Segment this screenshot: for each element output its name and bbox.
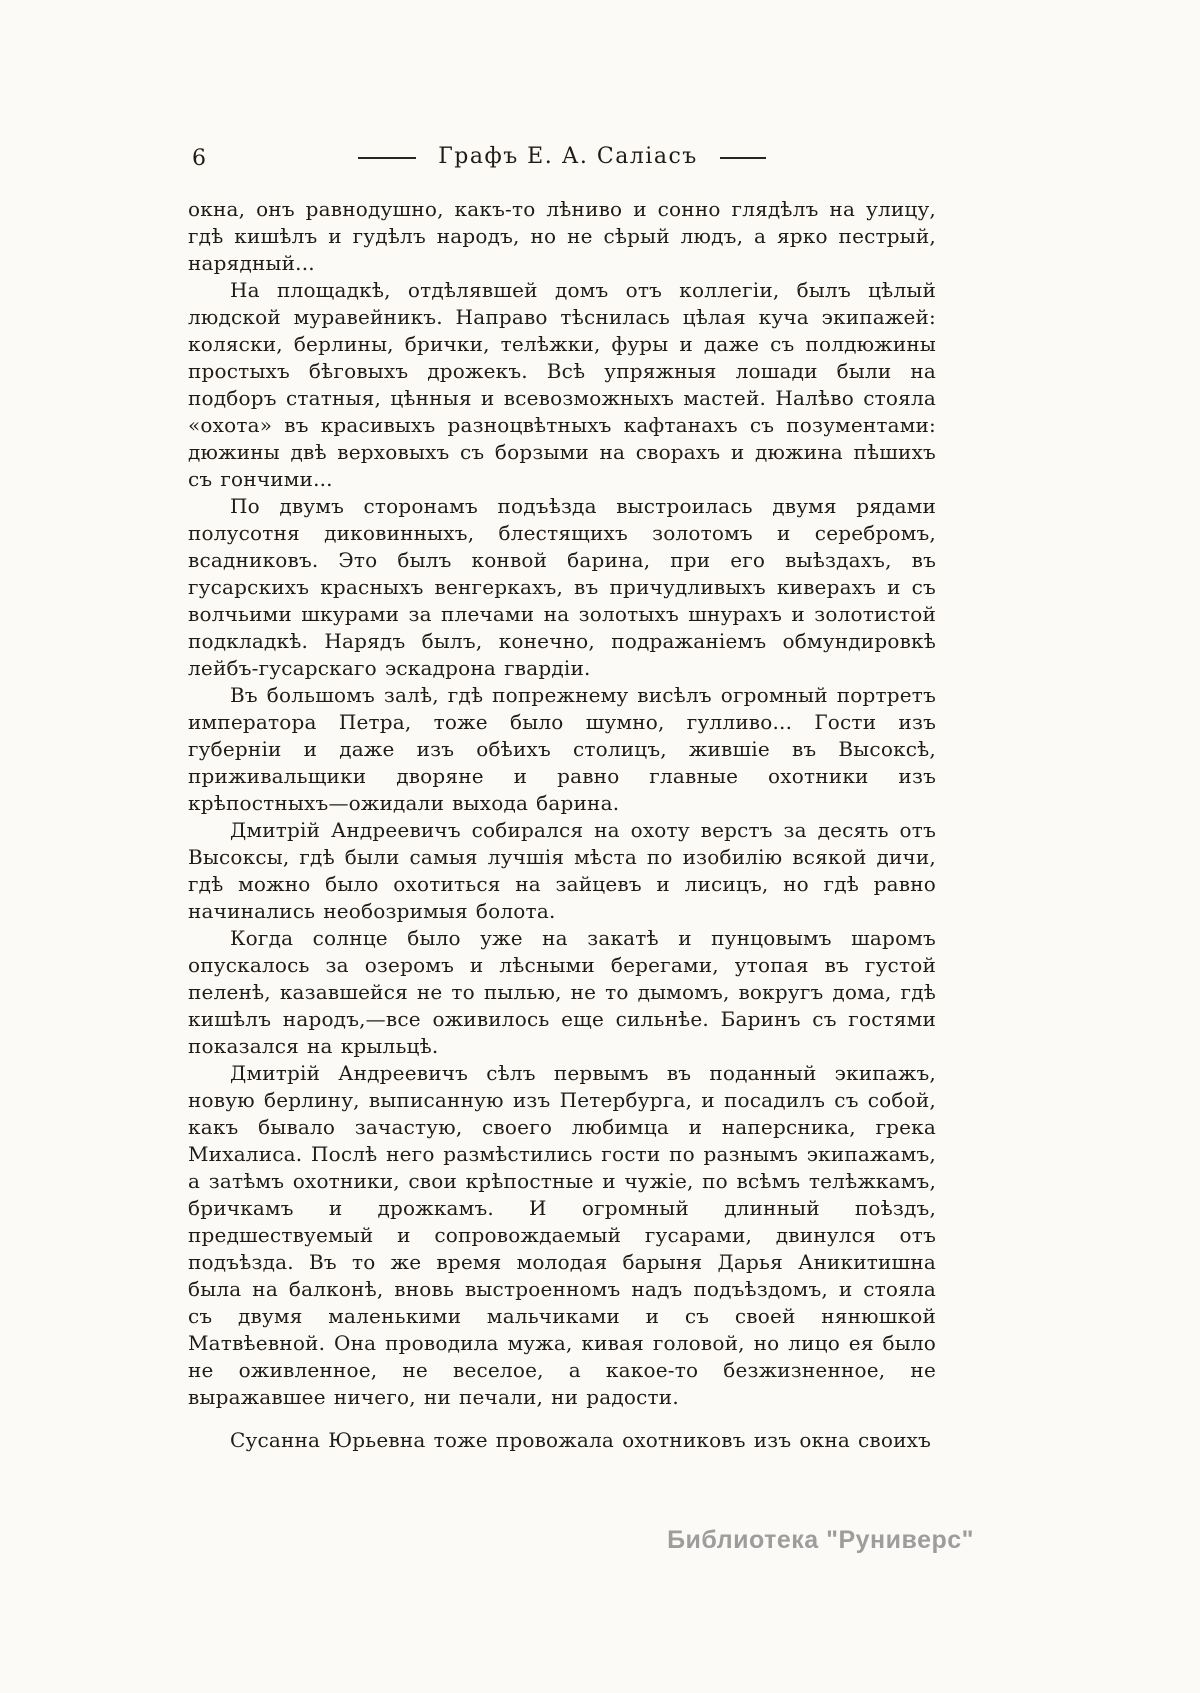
paragraph: Сусанна Юрьевна тоже провожала охотниковъ изъ окна своихъ (230, 1428, 932, 1452)
page-number: 6 (192, 146, 207, 171)
paragraph: Дмитрій Андреевичъ собирался на охоту верстъ за десять отъ Высоксы, гдѣ были самыя лучшія мѣста по изобилію всякой дичи, гдѣ можно было охотиться на зайцевъ и лисицъ, но гдѣ равно начинались необозримыя болота. (188, 818, 936, 923)
library-watermark: Библиотека "Руниверс" (667, 1526, 974, 1554)
header-rule-right (720, 157, 766, 159)
paragraph: По двумъ сторонамъ подъѣзда выстроилась двумя рядами полусотня диковинныхъ, блестящихъ золотомъ и серебромъ, всадниковъ. Это былъ конвой барина, при его выѣздахъ, въ гусарскихъ красныхъ венгеркахъ, въ причудливыхъ киверахъ и съ волчьими шкурами за плечами на золотыхъ шнурахъ и золотистой подкладкѣ. Нарядъ былъ, конечно, подражаніемъ обмундировкѣ лейбъ-гусарскаго эскадрона гвардіи. (188, 494, 936, 680)
paragraph-continuation: окна, онъ равнодушно, какъ-то лѣниво и сонно глядѣлъ на улицу, гдѣ кишѣлъ и гудѣлъ народъ, но не сѣрый людъ, а ярко пестрый, нарядный... (188, 197, 936, 275)
paragraph: Въ большомъ залѣ, гдѣ попрежнему висѣлъ огромный портретъ императора Петра, тоже было шумно, гулливо... Гости изъ губерніи и даже изъ обѣихъ столицъ, жившіе въ Высоксѣ, приживальщики дворяне и равно главные охотники изъ крѣпостныхъ—ожидали выхода барина. (188, 683, 936, 815)
paragraph: На площадкѣ, отдѣлявшей домъ отъ коллегіи, былъ цѣлый людской муравейникъ. Направо тѣснилась цѣлая куча экипажей: коляски, берлины, брички, телѣжки, фуры и даже съ полдюжины простыхъ бѣговыхъ дрожекъ. Всѣ упряжныя лошади были на подборъ статныя, цѣнныя и всевозможныхъ мастей. Налѣво стояла «охота» въ красивыхъ разноцвѣтныхъ кафтанахъ съ позументами: дюжины двѣ верховыхъ съ борзыми на сворахъ и дюжина пѣшихъ съ гончими... (188, 278, 936, 491)
running-title: Графъ Е. А. Саліасъ (438, 144, 698, 169)
page-text-block (188, 196, 936, 1454)
paragraph: Дмитрій Андреевичъ сѣлъ первымъ въ поданный экипажъ, новую берлину, выписанную изъ Петербурга, и посадилъ съ собой, какъ бывало зачастую, своего любимца и наперсника, грека Михалиса. Послѣ него размѣстились гости по разнымъ экипажамъ, а затѣмъ охотники, свои крѣпостные и чужіе, по всѣмъ телѣжкамъ, бричкамъ и дрожкамъ. И огромный длинный поѣздъ, предшествуемый и сопровождаемый гусарами, двинулся отъ подъѣзда. Въ то же время молодая барыня Дарья Аникитишна была на балконѣ, вновь выстроенномъ надъ подъѣздомъ, и стояла съ двумя маленькими мальчиками и съ своей нянюшкой Матвѣевной. Она проводила мужа, кивая головой, но лицо ея было не оживленное, не веселое, а какое-то безжизненное, не выражавшее ничего, ни печали, ни радости. (188, 1061, 936, 1409)
paragraph: Когда солнце было уже на закатѣ и пунцовымъ шаромъ опускалось за озеромъ и лѣсными берегами, утопая въ густой пеленѣ, казавшейся не то пылью, не то дымомъ, вокругъ дома, гдѣ кишѣлъ народъ,—все оживилось еще сильнѣе. Баринъ съ гостями показался на крыльцѣ. (188, 926, 936, 1058)
running-header (188, 144, 936, 169)
header-rule-left (358, 157, 416, 159)
